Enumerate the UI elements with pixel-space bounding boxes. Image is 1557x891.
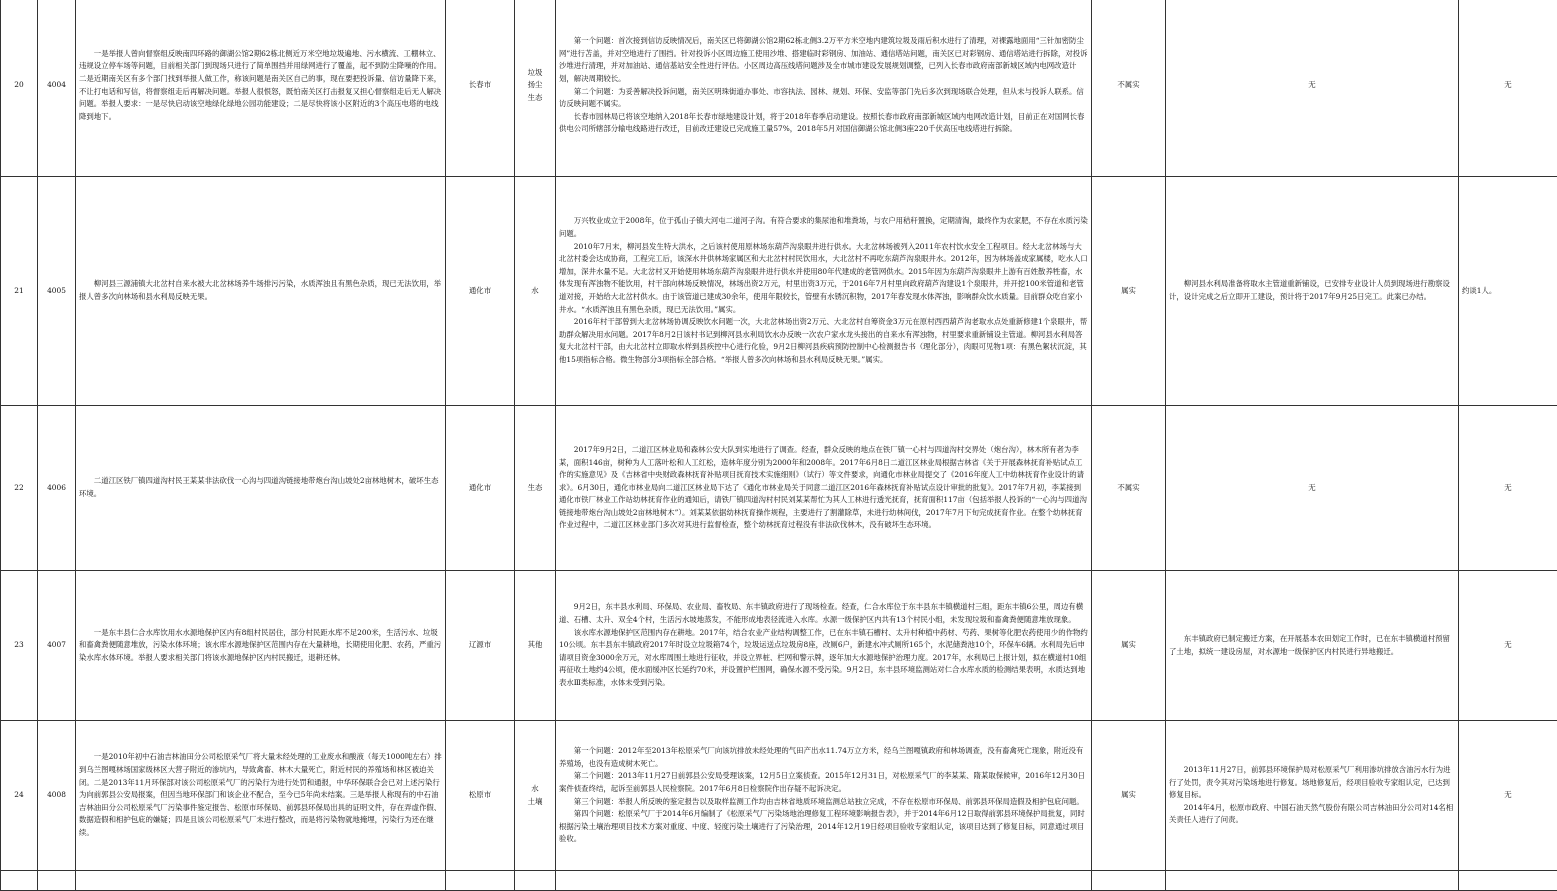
row-id: 4005 bbox=[38, 177, 76, 406]
row-id: 4007 bbox=[38, 571, 76, 721]
empty-cell bbox=[1459, 871, 1557, 891]
row-id: 4008 bbox=[38, 721, 76, 871]
measures-paragraph: 2014年4月，松原市政府、中国石油天然气股份有限公司吉林油田分公司对14名相关责任人进行了问责。 bbox=[1169, 802, 1455, 827]
findings bbox=[556, 177, 1092, 406]
findings bbox=[556, 571, 1092, 721]
measures bbox=[1166, 721, 1459, 871]
verdict: 不属实 bbox=[1092, 0, 1166, 177]
empty-cell bbox=[515, 871, 556, 891]
pollution-type bbox=[515, 0, 556, 177]
accountability: 无 bbox=[1459, 721, 1557, 871]
findings-paragraph: 第一个问题：2012年至2013年松原采气厂向该坑排放未经处理的气田产出水11.74万立方米，经乌兰图嘎镇政府和林场调查，没有畜禽死亡现象，附近没有养殖场，也没有造成树木死亡。 bbox=[559, 745, 1088, 770]
empty-cell bbox=[1092, 871, 1166, 891]
findings-paragraph: 9月2日，东丰县水利局、环保局、农业局、畜牧局、东丰镇政府进行了现场检查。经查，仁合水库位于东丰县东丰镇横道村三组，距东丰镇6公里，周边有横道、石槽、太升、双全4个村，生活污水坡地蒸发，不能形成地表径流进入水库。水源一级保护区内共有13个村民小组，未发现垃圾和畜禽粪便随意堆放现象。 bbox=[559, 601, 1088, 626]
findings-paragraph: 第二个问题：为妥善解决投诉问题，南关区明珠街道办事处、市容执法、园林、规划、环保、安监等部门先后多次到现场联合处理，但从未与投诉人联系。信访反映问题不属实。 bbox=[559, 86, 1088, 111]
findings bbox=[556, 406, 1092, 571]
findings-paragraph: 2017年9月2日，二道江区林业局和森林公安大队到实地进行了调查。经查，群众反映的地点在铁厂镇一心村与四道沟村交界处（炮台沟），林木所有者为李某，面积146亩，树种为人工落叶松和人工红松，造林年度分别为2000年和2008年。2017年6月8日二道江区林业局根据吉林省《关于开展森林抚育补贴试点工作的实施意见》及《吉林省中央财政森林抚育补贴项目抚育技术实施细则》（试行）等文件要求，向通化市林业局提交了《2016年度人工中幼林抚育作业设计的请求》。6月30日，通化市林业局向二道江区林业局下达了《通化市林业局关于同意二道江区2016年森林抚育补贴试点设计审批的批复》。2017年7月初，李某接到通化市铁厂林业工作站幼林抚育作业的通知后，请铁厂镇四道沟村村民刘某某帮忙为其人工林进行透光抚育，抚育面积117亩（包括举报人投诉的“一心沟与四道沟链接地带炮台沟山坡处2亩林地树木”）。刘某某依据幼林抚育操作规程，主要进行了割灌除草，未进行幼林间伐，2017年7月下旬完成抚育作业。在整个幼林抚育作业过程中，二道江区林业部门多次对其进行监督检查，整个幼林抚育过程没有非法砍伐林木，没有破坏生态环境。 bbox=[559, 444, 1088, 532]
empty-cell bbox=[446, 871, 515, 891]
pollution-type-item: 垃圾 bbox=[518, 67, 552, 80]
row-seq: 21 bbox=[1, 177, 38, 406]
findings-paragraph: 长春市园林局已将该空地纳入2018年长春市绿地建设计划，将于2018年春季启动建设。按照长春市政府南部新城区域内电网改造计划，目前正在对国网长春供电公司所辖部分输电线路进行改迁，目前改迁建设已完成施工量57%，2018年5月对国信御湖公馆北侧3座220千伏高压电线塔进行拆除。 bbox=[559, 111, 1088, 136]
pollution-type bbox=[515, 177, 556, 406]
findings-paragraph: 第四个问题：松原采气厂于2014年6月编制了《松原采气厂污染场地治理修复工程环境影响报告表》，并于2014年6月12日取得前郭县环境保护局批复，同时根据污染土壤治理项目技术方案对重度、中度、轻度污染土壤进行了污染治理，2014年12月19日经项目验收专家组认定，该项目达到了修复目标，同意通过项目验收。 bbox=[559, 808, 1088, 846]
city: 通化市 bbox=[446, 406, 515, 571]
city: 辽源市 bbox=[446, 571, 515, 721]
findings-paragraph: 该水库水源地保护区范围内存在耕地。2017年，结合农业产业结构调整工作，已在东丰镇石槽村、太升村种植中药材、芍药、果树等化肥农药使用少的作物约10公顷。东丰县东丰镇政府2017年时设立垃圾箱74个，垃圾运送点垃圾房8座，改厕6户，新建水冲式厕所165个，水泥储粪池10个，环保车6辆。水利局先后申请项目资金3000余万元，对水库周围土地进行征收，并设立界桩、栏网和警示牌，逐年加大水源地保护治理力度。2017年，水利局已上报计划，拟在横道村10组再征收土地约4公顷，使水面缓冲区长延约70米，并设置护栏围网，确保水源不受污染。9月2日，东丰县环境监测站对仁合水库水质的检测结果表明，水质达到地表水Ⅲ类标准，水体未受到污染。 bbox=[559, 627, 1088, 690]
measures: 东丰镇政府已制定搬迁方案，在开展基本农田划定工作时，已在东丰镇横道村预留了土地，拟统一建设房屋，对水源地一级保护区内村民进行异地搬迁。 bbox=[1166, 571, 1459, 721]
row-seq: 20 bbox=[1, 0, 38, 177]
verdict: 属实 bbox=[1092, 571, 1166, 721]
accountability: 无 bbox=[1459, 571, 1557, 721]
table-row bbox=[1, 571, 1557, 721]
verdict: 属实 bbox=[1092, 721, 1166, 871]
verdict: 不属实 bbox=[1092, 406, 1166, 571]
row-seq: 22 bbox=[1, 406, 38, 571]
pollution-type bbox=[515, 721, 556, 871]
findings-paragraph: 2016年村干部曾到大北岔林场协调反映饮水问题一次，大北岔林场出资2万元、大北岔村自筹资金3万元在原村西西葫芦沟老取水点处重新修建1个泉眼井，帮助群众解决用水问题。2017年8月2日该村书记到柳河县水利局饮水办反映一次农户家水龙头接出的自来水有浑浊物，村里要求重新铺设主管道。柳河县水利局答复大北岔村干部，由大北岔村立即取水样到县疾控中心进行化验，9月2日柳河县疾病预防控制中心检测报告书（理化部分），肉眼可见物1项：有黑色絮状沉淀，其他15项指标合格。微生物部分3项指标全部合格。“举报人曾多次向林场和县水利局反映无果。”属实。 bbox=[559, 316, 1088, 366]
complaint-text: 一是东丰县仁合水库饮用水水源地保护区内有8组村民居住，部分村民距水库不足200米，生活污水、垃圾和畜禽粪便随意堆放，污染水体环境；该水库水源地保护区范围内存在大量耕地，长期使用化肥、农药，严重污染水库水体环境。举报人要求相关部门将该水源地保护区内村民搬迁，退耕还林。 bbox=[76, 571, 446, 721]
accountability: 无 bbox=[1459, 0, 1557, 177]
table-row bbox=[1, 406, 1557, 571]
city: 长春市 bbox=[446, 0, 515, 177]
pollution-type-item: 其他 bbox=[518, 639, 552, 652]
city: 通化市 bbox=[446, 177, 515, 406]
row-id: 4004 bbox=[38, 0, 76, 177]
findings-paragraph: 第二个问题：2013年11月27日前郭县公安局受理该案，12月5日立案侦查。2015年12月31日，对松原采气厂的李某某、隋某取保候审，2016年12月30日案件侦查终结，起诉至前郭县人民检察院。2017年6月8日检察院作出存疑不起诉决定。 bbox=[559, 770, 1088, 795]
complaint-text: 一是2010年初中石油吉林油田分公司松原采气厂将大量未经处理的工业废水和酸液（每天1000吨左右）排到乌兰图嘎林场国家级林区大营子附近的渗坑内，导致禽畜、林木大量死亡，附近村民的养殖场和林区被迫关闭。二是2013年11月环保部对该公司松原采气厂的污染行为进行处罚和通报，中华环保联合会已对上述污染行为向前郭县公安局报案，但因当地环保部门和该企业不配合，至今已5年尚未结案。三是举报人称现有的中石油吉林油田分公司松原采气厂污染事件鉴定报告、松原市环保局、前郭县环保局出具的证明文件，存在弄虚作假、数据造假和相护包庇的嫌疑；四是且该公司松原采气厂未进行整改，而是将污染物就地掩埋，污染行为还在继续。 bbox=[76, 721, 446, 871]
findings bbox=[556, 721, 1092, 871]
pollution-type-item: 生态 bbox=[518, 92, 552, 105]
pollution-type bbox=[515, 406, 556, 571]
verdict: 属实 bbox=[1092, 177, 1166, 406]
findings-paragraph: 第三个问题：举报人所反映的鉴定报告以及取样监测工作均由吉林省地质环境监测总站独立完成，不存在松原市环保局、前郭县环保局造假及相护包庇问题。 bbox=[559, 796, 1088, 809]
accountability: 无 bbox=[1459, 406, 1557, 571]
empty-cell bbox=[1166, 871, 1459, 891]
complaint-text: 柳河县三源浦镇大北岔村自来水被大北岔林场养牛场排污污染，水质浑浊且有黑色杂质，现已无法饮用，举报人曾多次向林场和县水利局反映无果。 bbox=[76, 177, 446, 406]
pollution-type bbox=[515, 571, 556, 721]
pollution-type-item: 生态 bbox=[518, 482, 552, 495]
findings-paragraph: 2010年7月末，柳河县发生特大洪水，之后该村使用原林场东葫芦沟泉眼井进行供水。大北岔林场被列入2011年农村饮水安全工程项目。经大北岔林场与大北岔村委会达成协商，工程完工后，该深水井供林场家属区和大北岔村村民饮用水，大北岔村不再吃东葫芦沟泉眼井水。2012年，因为林场盖成家属楼，吃水人口增加，深井水量不足。大北岔村又开始使用林场东葫芦沟泉眼井进行供水并使用80年代建成的老管网供水。2015年因为东葫芦沟泉眼井上游有百姓散养牲畜，水体发现有浑浊物不能饮用，村干部向林场反映情况，林场出资2万元，村里出资3万元，于2016年7月村里向政府葫芦沟建设1个泉眼井，并开挖100米管道和老管道对接，开始给大北岔村供水。由于该管道已建成30余年，使用年限较长，管壁有水锈沉积物，2017年春发现水体浑浊，影响群众饮水质量。目前群众吃自家小井水。“水质浑浊且有黑色杂质，现已无法饮用。”属实。 bbox=[559, 241, 1088, 317]
findings-paragraph: 第一个问题：首次接到信访反映情况后，南关区已将御湖公馆2期62栋北侧3.2万平方米空地内建筑垃圾及雨后积水进行了清理，对裸露地面用“三针加密防尘网”进行苫盖，并对空地进行了围挡。针对投诉小区周边施工使用沙堆、搭建临时彩钢房、加油站、通信塔站问题，南关区已对彩钢房、通信塔站进行拆除，对投诉沙堆进行清理，并对加油站、通信基站安全性进行评估。小区周边高压线塔问题涉及全市城市建设发展规划调整，已列入长春市政府南部新城区域内电网改造计划，解决周期较长。 bbox=[559, 35, 1088, 85]
accountability: 约谈1人。 bbox=[1459, 177, 1557, 406]
findings bbox=[556, 0, 1092, 177]
city: 松原市 bbox=[446, 721, 515, 871]
complaint-text: 一是举报人曾向督察组反映南四环路的御湖公馆2期62栋北侧近万米空地垃圾遍地、污水横流、工棚林立、违规设立停车场等问题，目前相关部门到现场只进行了简单围挡并用绿网进行了覆盖，起不到防尘降噪的作用。二是近期南关区有多个部门找到举报人做工作，称该问题是南关区自己的事，现在要把投诉量、信访量降下来，不让打电话和写信，将督察组走后再解决问题。举报人很恨怒，既怕南关区打击报复又担心督察组走后无人解决问题。举报人要求：一是尽快启动该空地绿化绿地公园功能建设；二是尽快将该小区附近的3个高压电塔的电线降到地下。 bbox=[76, 0, 446, 177]
measures: 无 bbox=[1166, 406, 1459, 571]
findings-paragraph: 万兴牧业成立于2008年，位于孤山子镇大河屯二道河子沟。有符合要求的集尿池和堆粪场，与农户用秸秆置换，定期清淘，最终作为农家肥，不存在水质污染问题。 bbox=[559, 215, 1088, 240]
pollution-type-item: 水 bbox=[518, 783, 552, 796]
pollution-type-item: 扬尘 bbox=[518, 79, 552, 92]
pollution-type-item: 水 bbox=[518, 285, 552, 298]
row-id: 4006 bbox=[38, 406, 76, 571]
table-row bbox=[1, 871, 1557, 891]
empty-cell bbox=[76, 871, 446, 891]
row-seq: 23 bbox=[1, 571, 38, 721]
empty-cell bbox=[38, 871, 76, 891]
pollution-type-item: 土壤 bbox=[518, 796, 552, 809]
complaint-text: 二道江区铁厂镇四道沟村民王某某非法砍伐一心沟与四道沟链接地带炮台沟山坡处2亩林地树木，破坏生态环境。 bbox=[76, 406, 446, 571]
measures-paragraph: 2013年11月27日，前郭县环境保护局对松原采气厂利用渗坑排放含油污水行为进行了处罚，责令其对污染场地进行修复。场地修复后，经项目验收专家组认定，已达到修复目标。 bbox=[1169, 764, 1455, 802]
table-row bbox=[1, 177, 1557, 406]
empty-cell bbox=[1, 871, 38, 891]
measures: 柳河县水利局准备将取水主管道重新铺设，已安排专业设计人员到现场进行勘察设计，设计完成之后立即开工建设，预计将于2017年9月25日完工。此案已办结。 bbox=[1166, 177, 1459, 406]
empty-cell bbox=[556, 871, 1092, 891]
table-row bbox=[1, 0, 1557, 177]
row-seq: 24 bbox=[1, 721, 38, 871]
table-row bbox=[1, 721, 1557, 871]
measures: 无 bbox=[1166, 0, 1459, 177]
